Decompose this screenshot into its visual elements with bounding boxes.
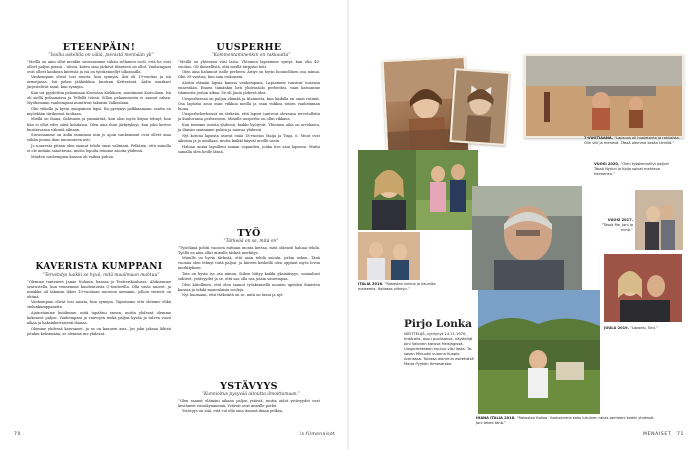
paragraph: Olen kiitollinen, että olen saanut työskennellä monien upeiden ihmisten kanssa ja tehdä monenlaisia rooleja. xyxy=(178,282,320,292)
paragraph: ”Meillä on yhteensä viisi lasta. Yhteinen lapsemme syntyi, kun olin 40-vuotias. Oli ihmeellistä, että meillä tärppäsi heti. xyxy=(178,59,320,69)
caption-joulu-2019 xyxy=(604,326,682,331)
caption-italia-2016 xyxy=(358,282,444,292)
caption-lead: 7-VUOTIAANA. xyxy=(584,136,614,140)
paragraph: ”Olemme tunteneet Jamie Nolanin, kanssa jo Teatterikoulussa. Aluksemme seurustella, kun vennemme kuudentoista Q-teatterilla. Olla vasta nuoret, ja nimikka oli takaisin lähes 10-vuotiaan nuorena aiemmin, jolloin vinterit on ehtinä. xyxy=(27,279,171,299)
caption-text: ”Rakastan Italiaa. Vuoksamme koko lukuinen rakas perheeni kaikki yhdessä. Joni tekee tänä.” xyxy=(476,416,655,425)
paragraph: ”Olen saanut elämäni aikana paljon ystäviä, mutta aidot ystävyydet ovat kestäneet vuosikymmeniä. Ystävät ovat minulle perhe. xyxy=(178,398,320,408)
photo-joulu-2019 xyxy=(604,254,682,322)
bio-name: Pirjo Lonka xyxy=(404,318,472,330)
photo-couple-garden xyxy=(416,150,478,230)
paragraph: Uusperheessä on paljon elämää ja tilannetta, kun kaikilla on omat rutiinit. Osa lapsista asuu osan viikkoa meillä ja osan viikkoa toisen vanhemman luona. xyxy=(178,96,320,111)
page-number-left: 70 xyxy=(14,432,22,437)
section-kicker: ”Tärkeää on se, mitä on” xyxy=(223,239,279,244)
paragraph: Uusperheherheissä on tärkeää, että lapset tuntevat olevansa tervetulleita ja kuuluvansa perheeseen. Minulle uusperhe on ollut rikkaus. xyxy=(178,112,320,122)
footer-site: is.fi/menaiset xyxy=(300,432,336,437)
caption-7-vuotiaana xyxy=(584,136,684,146)
section-heading-eteenpain: ETEENPÄIN! xyxy=(62,42,136,53)
column-1b xyxy=(27,262,171,337)
paragraph: Olemme yhdessä kasvaneet, ja se on kaunein asia. Jos joku jaksaa lähteä jotakin keksimään, se olemme me yhdessä. xyxy=(27,326,171,336)
paragraph: Muiden vanhempien kanssa oli vaikea puhua. xyxy=(31,154,115,159)
photo-family-sitting xyxy=(358,232,420,280)
photo-elderly-man xyxy=(472,186,582,290)
caption-text: ”Lapsesi, Toni.” xyxy=(630,326,658,330)
paragraph: Jo nuoresta pitäen olen saanut tehdä omat valintani. Pelkäsin, että minulla ei ole mitään sanottavaa, mutta lopulta teimme asioita yhdessä. xyxy=(27,143,171,153)
page-gutter xyxy=(347,0,349,450)
footer-magazine-name: MENAISET xyxy=(643,432,672,437)
caption-lead: VUOSI 2017. xyxy=(607,218,633,222)
photo-vuosi-2017 xyxy=(635,190,683,250)
photo-beach-childhood xyxy=(524,54,684,138)
bio-text: NÄYTTELIJÄ, syntynyt 14.11.1970, Imatralla, asuu puolisonsa, näyttelijä Joni Valonen kanssa Helsingissä. Uusperheeseen kuuluu viisi lasta. Ta-sasen Minuutti vuonna Kuopio Arenassa. Tulossa aiemmin esitettävä Marja Pyykön Ihmesärkko. xyxy=(404,332,474,366)
column-2c xyxy=(178,381,320,415)
caption-ihana-italia xyxy=(476,416,658,426)
caption-lead: JOULU 2019. xyxy=(604,326,630,330)
paragraph: Tein on hyvin iso osa minua. Siihen liittyy kaikki yksinäisyys, sosiaaliset suhteet, ystävyydet ja se, että saa olla osa jotain suurempaa. xyxy=(178,272,320,282)
paragraph: Nyt kotona lapsista asuvat enää 18-vuotias Maija ja Tinja, 6. Muut ovat aikuisia ja jo omillaan, mutta kaikki käyvät meillä usein. xyxy=(178,133,320,143)
paragraph: Vanhempani olivat tosi nuoria, kun synnyin. Äiti oli 19-vuotias ja isä armeijassa. Isä pelasi jääkiekkoa Imatran Ketterässä. Äidin sisarkset järjestelivät asiat, kun synnyin. xyxy=(27,75,171,90)
column-1 xyxy=(27,42,171,160)
section-heading-tyo: TYÖ xyxy=(237,228,261,239)
paragraph: Nyt huomaan, että tärkeintä on se, mitä on tässä ja nyt. xyxy=(182,293,284,298)
paragraph: Ystävyys on sitä, että voi olla oma itsensä ilman pelkoa. xyxy=(182,409,284,414)
column-2 xyxy=(178,42,320,155)
paragraph: Kun isä pyydettiin pelaamaan Koovolan Kiekkoon, muutimme Kouvolaan. Isä oli siellä pelaamassa ja Tellellä töissä. Sillon pelaamisesta ei saanut rahaa. Myöhemmin vanhempani muuttivat takaisin Valkealaan. xyxy=(27,91,171,106)
section-kicker: ”Kunnioitus pysyvää aitoutta ilmoittamaan.” xyxy=(201,392,301,397)
photo-italia-garden xyxy=(478,290,600,414)
photo-childhood-portrait xyxy=(449,68,510,146)
paragraph: Suvussamme on äidin mummoa niin jo ajoin vanhemmat ovat olleet aina vähän poissa ihan nuoruuteen asti. xyxy=(27,133,171,143)
caption-vuosi-2017 xyxy=(595,218,633,232)
paragraph: Minulle on hyvin tärkeää, että saan tehdä asioita, joihin uskon. Tänä vuonna olen tehnyt töitä paljon, ja kiireen keskellä olen oppinut myös levon merkityksen. xyxy=(178,256,320,271)
paragraph: ”Meillä on aina ollut meidän suvussamme vähän sellainen rooli, että he ovat olleet paljon poissa – töissä, kuten oma järkevä tilanteen on ollut. Vanhempani ovat olleet kauhean kiireisiä ja isä on työskennellyt ulkomailla. xyxy=(27,59,171,74)
caption-text: ”Olen työskennellyt paljon! Tässä Nyrkin ja Kaija saivat mahtava helmenen.” xyxy=(594,162,670,176)
caption-lead: IHANA ITALIA 2016. xyxy=(476,416,516,420)
section-kicker: ”Isoilla askelilla on väliä, pienistä mennään yli” xyxy=(48,53,154,58)
paragraph: Haluan antaa lapsilleni saman vapauden, jonka itse sain lapsena. Mutta samalla olen heille läsnä. xyxy=(178,144,320,154)
paragraph: Mielki on ihana, ilahtunen ja ymmärtää, kun olen myös kirjan tehnyt, kun hän ei ollut edes siinä kohdassa. Olen aina ihan järkytyksyt, kun joku kertoo kurittavansa vähintä aihiaan. xyxy=(27,117,171,132)
caption-text: ”Lapsuus oli huoletonta ja rakkaista. Olin villi ja menevä. Tässä olemme kesän tiimillä.” xyxy=(584,136,680,145)
bio-block xyxy=(404,318,474,367)
caption-text: ”Tässä Me, Jani ja minä.” xyxy=(601,222,633,232)
section-heading-kaverista-kumppani: KAVERISTA KUMPPANI xyxy=(35,262,163,272)
section-heading-ystavyys: YSTÄVYYS xyxy=(220,381,278,392)
photo-smiling-woman xyxy=(358,150,420,230)
paragraph: Kun teemme asioita yhdessä, kaikki hyötyvät. Yhteinen aika on arvokasta, ja iltaisin saatamme pelata ja nauraa yhdessä. xyxy=(178,123,320,133)
paragraph: Vanhempani olivat tosi nuoria, kun synnyin. Tajusimme että olemme ehkä sielunkumppaneita. xyxy=(27,300,171,310)
section-heading-uusperhe: UUSPERHE xyxy=(216,42,282,53)
caption-vuosi-2020 xyxy=(594,162,680,176)
paragraph: Olen aina halunnut isolle perheen. Äitiys on hyvin luonnollinen osa minua. Olin 35-vuotias, kun sain esikoiseni. xyxy=(178,70,320,80)
caption-lead: ITALIA 2016. xyxy=(358,282,384,286)
section-kicker: ”Kommentaminenkin on rakkautta” xyxy=(211,53,291,58)
section-kicker: ”Tervehdys kaikki se hyvä, mitä maailmaan mahtuu” xyxy=(42,273,160,278)
column-2b xyxy=(178,228,320,299)
page-number-right: 71 xyxy=(677,432,685,437)
paragraph: Ajatustamme kuulimme, mitä tapahtui ennen, mutta yhdessä olemme kokeneet paljon. Vanhempani ja vauvojen mekä paljon hyvää ja tuleva vuosi aikaa ja kaksinkertaisesti ihanaa. xyxy=(27,311,171,326)
caption-text: ”Rakastan kukkia ja kauniita maisemia. Italiassa viihdyn.” xyxy=(358,282,436,291)
caption-lead: VUOSI 2020. xyxy=(594,162,620,166)
paragraph: ”Työelämä pohtii vuosien mittaan monta kertaa, mitä oikeasti haluaa tehdä. Työllä on aina ollut minulle tärkeä merkitys. xyxy=(178,245,320,255)
paragraph: Olin viikolla ja hyvin omapäinen lapsi. En pystynyt palkkaamaan, mutta en myöskään tiirikoinut tuoltaan. xyxy=(27,106,171,116)
paragraph: Aloitin elämän lapsia kanssa vanhempana. Lapsemme tunsivat toisensa ennestään. Ennen tämänkin heti yhdessäolo perheeksi, vaan katsomme tilannetta joulun aikaa. Se oli Janin järkevä idea. xyxy=(178,80,320,96)
